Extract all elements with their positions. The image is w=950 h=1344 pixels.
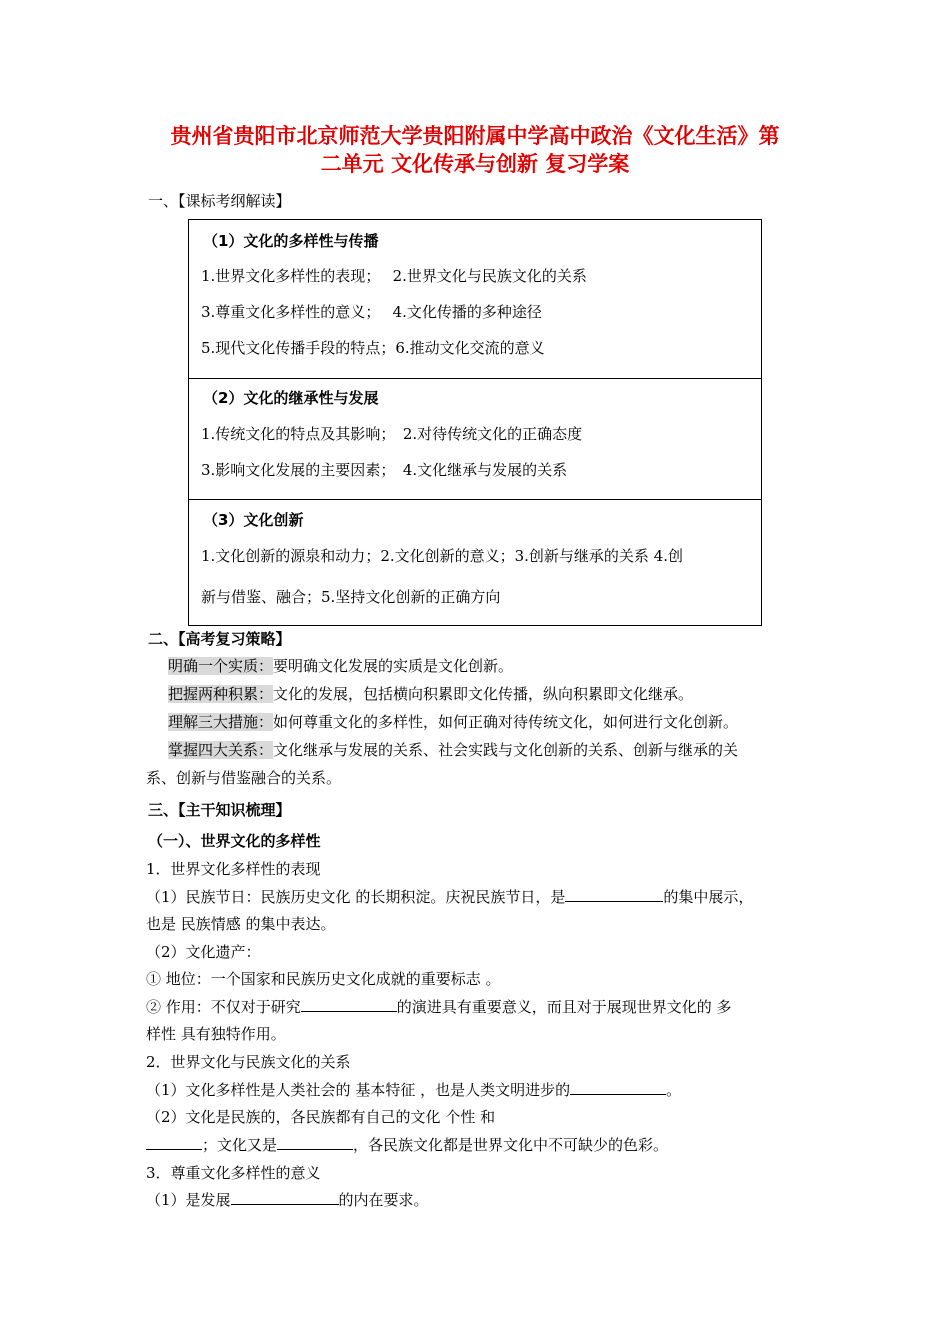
section3-heading: 三、【主干知识梳理】 xyxy=(148,801,291,819)
text-segment: 的演进具有重要意义，而且对于展现世界文化的 多 xyxy=(396,998,732,1016)
text-segment: ，各民族文化都是世界文化中不可缺少的色彩。 xyxy=(353,1136,669,1154)
text-line xyxy=(146,996,732,1017)
text-line: 1．世界文化多样性的表现 xyxy=(146,860,321,878)
text-line xyxy=(146,1079,681,1100)
strategy-text: 如何尊重文化的多样性，如何正确对待传统文化，如何进行文化创新。 xyxy=(273,713,739,731)
group-line: 5.现代文化传播手段的特点；6.推动文化交流的意义 xyxy=(201,339,545,357)
title-line-1: 贵州省贵阳市北京师范大学贵阳附属中学高中政治《文化生活》第 xyxy=(170,124,780,148)
text-segment: 。 xyxy=(666,1081,682,1099)
text-segment: （1）是发展 xyxy=(146,1191,231,1209)
text-line: 也是 民族情感 的集中表达。 xyxy=(146,915,336,933)
text-line: 2．世界文化与民族文化的关系 xyxy=(146,1053,351,1071)
subsection-heading: （一）、世界文化的多样性 xyxy=(148,832,321,850)
strategy-label: 掌握四大关系： xyxy=(168,741,274,759)
fill-blank[interactable] xyxy=(565,887,663,902)
strategy-text: 要明确文化发展的实质是文化创新。 xyxy=(273,657,514,675)
fill-blank[interactable] xyxy=(570,1080,666,1095)
strategy-text: 文化的发展，包括横向积累即文化传播，纵向积累即文化继承。 xyxy=(273,685,694,703)
title-line-2: 二单元 文化传承与创新 复习学案 xyxy=(320,152,630,176)
group-title: （3）文化创新 xyxy=(203,511,304,529)
fill-blank[interactable] xyxy=(146,1135,202,1150)
group-line: 3.影响文化发展的主要因素； 4.文化继承与发展的关系 xyxy=(201,461,568,479)
table-divider xyxy=(189,499,761,500)
text-segment: ；文化又是 xyxy=(202,1136,278,1154)
text-line xyxy=(146,1134,668,1155)
strategy-label: 理解三大措施： xyxy=(168,713,274,731)
group-line: 1.世界文化多样性的表现； 2.世界文化与民族文化的关系 xyxy=(201,267,587,285)
strategy-item xyxy=(168,655,513,676)
group-line: 1.传统文化的特点及其影响； 2.对待传统文化的正确态度 xyxy=(201,425,583,443)
fill-blank[interactable] xyxy=(277,1135,353,1150)
text-line: 3．尊重文化多样性的意义 xyxy=(146,1164,321,1182)
strategy-label: 把握两种积累： xyxy=(168,685,274,703)
text-segment: （1）民族节日：民族历史文化 的长期积淀。庆祝民族节日，是 xyxy=(146,888,566,906)
text-segment: （1）文化多样性是人类社会的 基本特征 ，也是人类文明进步的 xyxy=(146,1081,571,1099)
text-segment: 的集中展示， xyxy=(663,888,754,906)
text-line: （2）文化遗产： xyxy=(146,943,261,961)
group-line: 新与借鉴、融合；5.坚持文化创新的正确方向 xyxy=(201,588,501,606)
text-line: 样性 具有独特作用。 xyxy=(146,1025,286,1043)
section1-heading: 一、【课标考纲解读】 xyxy=(148,192,291,210)
text-line: （2）文化是民族的，各民族都有自己的文化 个性 和 xyxy=(146,1108,496,1126)
section2-heading: 二、【高考复习策略】 xyxy=(148,630,291,648)
group-line: 1.文化创新的源泉和动力；2.文化创新的意义；3.创新与继承的关系 4.创 xyxy=(201,547,684,565)
group-title: （1）文化的多样性与传播 xyxy=(203,232,379,250)
fill-blank[interactable] xyxy=(231,1190,339,1205)
strategy-text-cont: 系、创新与借鉴融合的关系。 xyxy=(146,769,342,787)
document-title xyxy=(120,122,830,178)
strategy-item xyxy=(168,683,693,704)
text-line xyxy=(146,1189,429,1210)
strategy-text: 文化继承与发展的关系、社会实践与文化创新的关系、创新与继承的关 xyxy=(273,741,739,759)
text-segment: 的内在要求。 xyxy=(338,1191,429,1209)
strategy-item xyxy=(168,711,738,732)
text-line: ① 地位：一个国家和民族历史文化成就的重要标志 。 xyxy=(146,970,501,988)
group-line: 3.尊重文化多样性的意义； 4.文化传播的多种途径 xyxy=(201,303,542,321)
text-line xyxy=(146,886,753,907)
strategy-label: 明确一个实质： xyxy=(168,657,274,675)
text-segment: ② 作用：不仅对于研究 xyxy=(146,998,301,1016)
group-title: （2）文化的继承性与发展 xyxy=(203,389,379,407)
fill-blank[interactable] xyxy=(301,997,397,1012)
table-divider xyxy=(189,378,761,379)
strategy-item xyxy=(168,739,738,760)
